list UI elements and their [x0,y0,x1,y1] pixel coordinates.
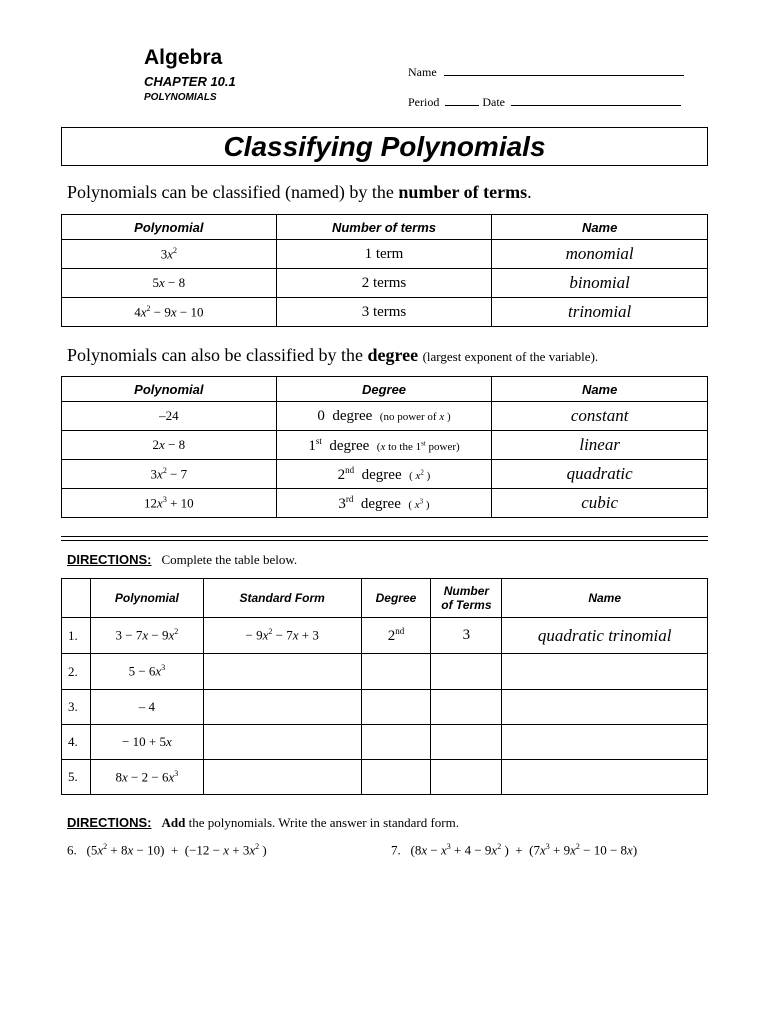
table-header-row [62,579,708,618]
col-header: Polynomial [90,579,203,618]
period-blank [445,94,479,106]
date-blank [511,94,681,106]
polynomial-cell: $3x^2$ [62,240,277,269]
divider [61,540,708,541]
terms-cell[interactable] [431,654,502,690]
topic-label: POLYNOMIALS [144,92,217,103]
name-cell: linear [492,431,708,460]
col-header: Standard Form [203,579,361,618]
polynomial-cell: –24 [62,402,277,431]
row-number: 4. [62,725,91,760]
polynomial-cell: 5x − 8 [62,269,277,298]
row-number: 3. [62,690,91,725]
section1-intro: Polynomials can be classified (named) by the number of terms. [67,182,532,202]
col-header: Name [492,377,708,402]
table-row [62,460,708,489]
polynomial-cell: 2x − 8 [62,431,277,460]
table-row [62,298,708,327]
col-header: Polynomial [62,215,277,240]
terms-cell[interactable] [431,690,502,725]
col-header: Degree [361,579,431,618]
polynomial-cell: − 10 + 5x [90,725,203,760]
table-row [62,269,708,298]
standard-form-cell[interactable] [203,725,361,760]
table-header-row [62,215,708,240]
name-cell[interactable] [502,690,708,725]
standard-form-cell[interactable] [203,760,361,795]
page-title: Classifying Polynomials [61,127,708,166]
name-cell: cubic [492,489,708,518]
degree-cell[interactable] [361,690,431,725]
name-cell[interactable] [502,760,708,795]
degree-cell[interactable] [361,760,431,795]
name-cell: constant [492,402,708,431]
divider [61,536,708,537]
date-label: Date [482,95,505,109]
col-header: Polynomial [62,377,277,402]
col-header: Name [502,579,708,618]
name-cell: trinomial [492,298,708,327]
polynomial-cell: $4x^2 - 9x - 10$ [62,298,277,327]
name-cell: binomial [492,269,708,298]
polynomial-cell: $5 - 6x^3$ [90,654,203,690]
polynomial-cell: $3 - 7x - 9x^2$ [90,618,203,654]
table-row [62,618,708,654]
degree-cell: 3rd degree ( $x^3$ ) [276,489,492,518]
table-row [62,240,708,269]
name-blank [444,64,684,76]
degree-cell[interactable] [361,725,431,760]
period-label: Period [408,95,440,109]
degree-table [61,376,708,518]
directions-complete-table: DIRECTIONS: Complete the table below. [67,552,298,567]
table-row [62,690,708,725]
problem-7: 7. ($8x - x^3 + 4 - 9x^2$ ) + $(7x^3 + 9x^2 - 10 - 8x)$ [391,842,638,858]
degree-cell: 1st degree (x to the 1st power) [276,431,492,460]
name-cell: monomial [492,240,708,269]
exercise-table [61,578,708,795]
chapter-label: CHAPTER 10.1 [144,74,236,89]
row-number: 5. [62,760,91,795]
period-date-field[interactable] [408,94,681,110]
table-row [62,760,708,795]
terms-cell[interactable]: 3 [431,618,502,654]
col-header: Degree [276,377,492,402]
polynomial-cell: $3x^2 - 7$ [62,460,277,489]
standard-form-cell[interactable] [203,690,361,725]
table-row [62,489,708,518]
name-label: Name [408,65,437,79]
name-field[interactable] [408,64,684,80]
terms-table [61,214,708,327]
standard-form-cell[interactable] [203,654,361,690]
col-header [62,579,91,618]
polynomial-cell: $8x - 2 - 6x^3$ [90,760,203,795]
degree-cell: 0 degree (no power of x ) [276,402,492,431]
table-header-row [62,377,708,402]
name-cell[interactable] [502,725,708,760]
terms-cell: 1 term [276,240,492,269]
standard-form-cell[interactable]: − $9x^2 - 7x + 3$ [203,618,361,654]
terms-cell: 3 terms [276,298,492,327]
degree-cell: 2nd degree ( $x^2$ ) [276,460,492,489]
col-header: Number of terms [276,215,492,240]
degree-cell[interactable]: 2nd [361,618,431,654]
table-row [62,654,708,690]
terms-cell[interactable] [431,760,502,795]
row-number: 2. [62,654,91,690]
row-number: 1. [62,618,91,654]
col-header: Number of Terms [431,579,502,618]
degree-cell[interactable] [361,654,431,690]
name-cell[interactable]: quadratic trinomial [502,618,708,654]
name-cell[interactable] [502,654,708,690]
terms-cell[interactable] [431,725,502,760]
terms-cell: 2 terms [276,269,492,298]
subject-title: Algebra [144,46,223,69]
col-header: Name [492,215,708,240]
section2-intro: Polynomials can also be classified by the degree (largest exponent of the variable). [67,345,599,365]
table-row [62,725,708,760]
polynomial-cell: $12x^3 + 10$ [62,489,277,518]
table-row [62,402,708,431]
polynomial-cell: – 4 [90,690,203,725]
directions-add: DIRECTIONS: Add the polynomials. Write the answer in standard form. [67,815,459,830]
table-row [62,431,708,460]
problem-6: 6. $(5x^2 + 8x - 10) + (-12 - x + 3x^2$ ) [67,842,267,858]
name-cell: quadratic [492,460,708,489]
